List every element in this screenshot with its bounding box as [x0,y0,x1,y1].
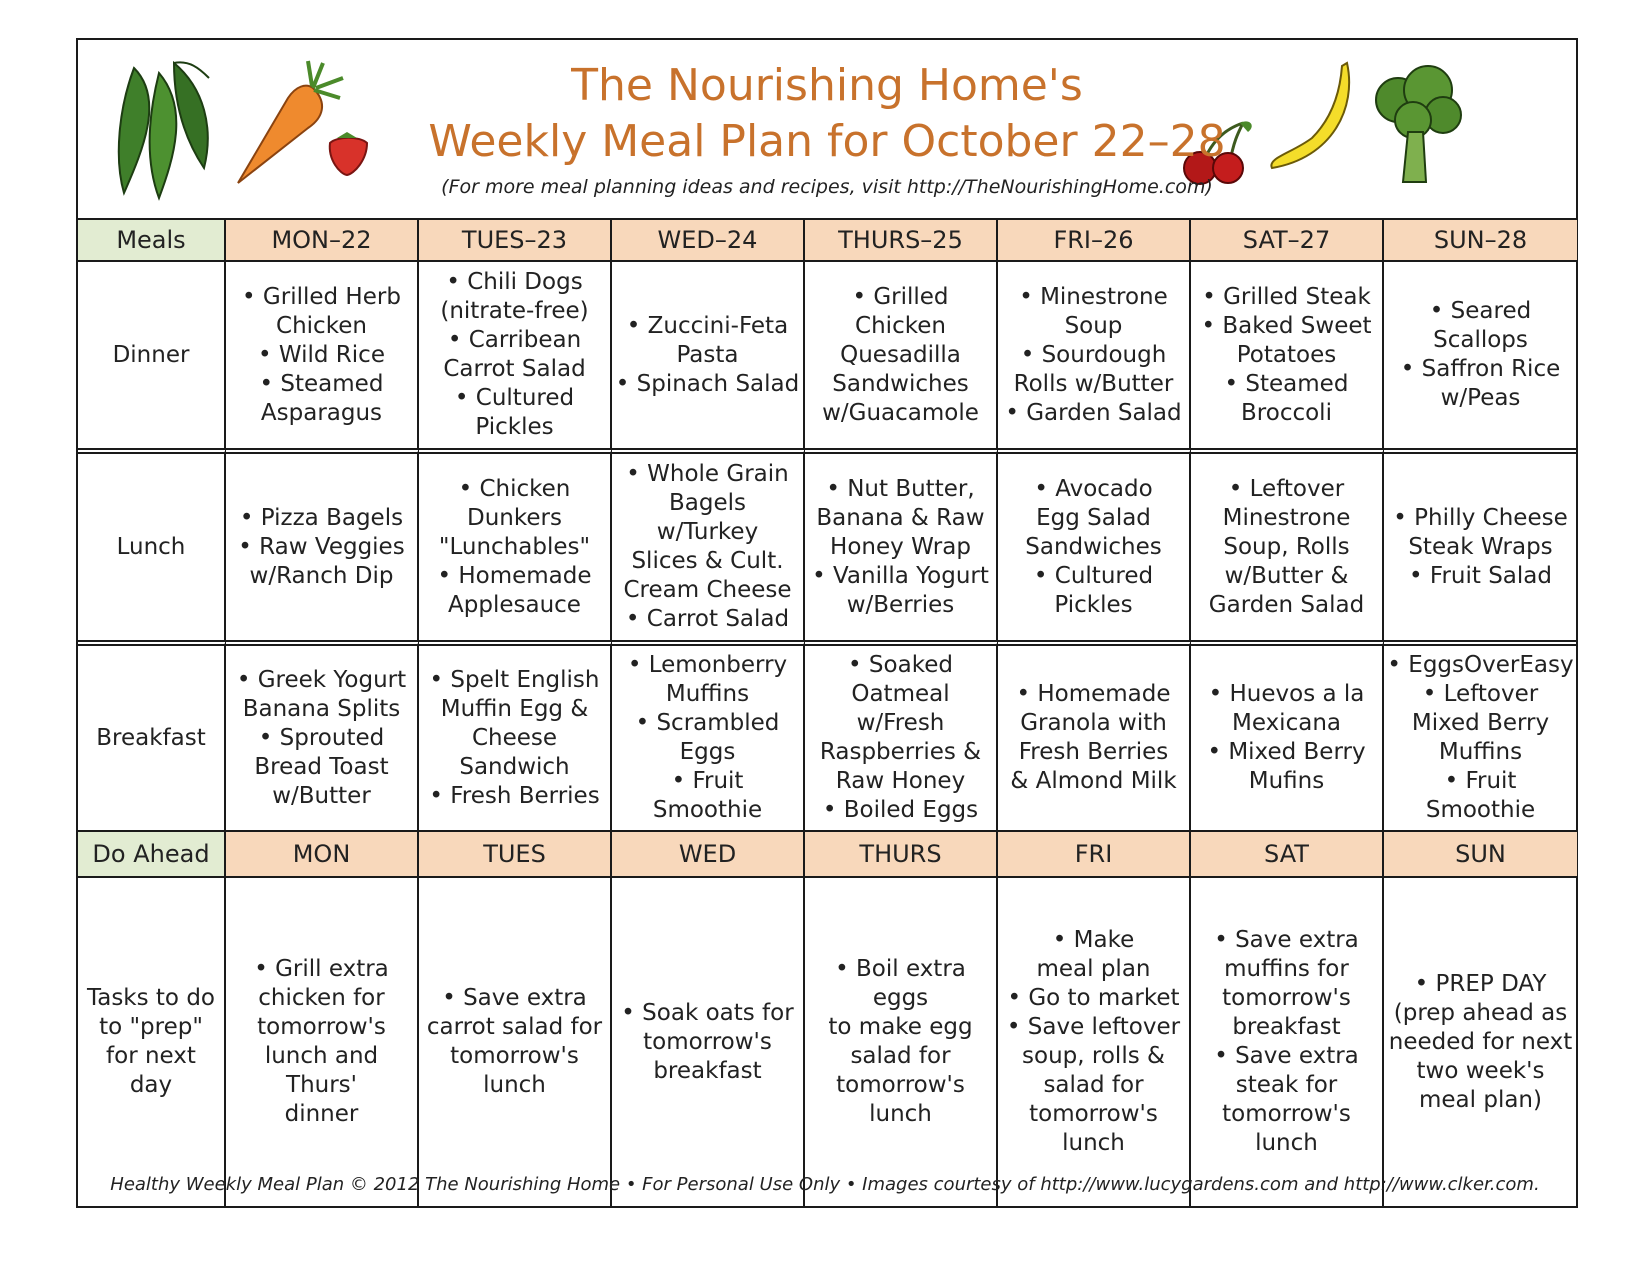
cell-line: tomorrow's [836,1072,965,1098]
title-line-2: Weekly Meal Plan for October 22–28 [428,116,1226,167]
cell-line: Slices & Cult. [631,548,784,574]
cell-line: • Save extra [1214,1043,1359,1069]
meal-cell [1384,260,1577,448]
cell-line: • Garden Salad [1005,399,1182,426]
cell-line: • Chili Dogs [446,269,583,295]
cell-line: • Whole Grain [626,461,789,487]
cell-line: (nitrate-free) [440,298,589,324]
cell-line: needed for next [1388,1028,1573,1055]
cell-line: • Greek Yogurt [236,666,407,693]
cell-line: • Fruit Smoothie [1425,768,1536,823]
cell-line: • Sourdough [1020,341,1167,368]
meal-cell [1191,448,1384,640]
meal-cell [1191,640,1384,830]
cell-line: Raspberries & [819,739,982,765]
cell-line: • Spelt English [429,666,600,693]
meal-cell [612,448,805,640]
cell-line: Mixed Berry [1411,710,1550,736]
cell-line: Chicken [855,312,946,339]
cell-line: Muffins [665,681,750,707]
cell-line: Broccoli [1241,399,1332,426]
cell-line: tomorrow's [643,1028,772,1055]
cell-line: salad for [850,1043,951,1069]
cell-line: • Grilled [852,283,949,310]
cell-line: meal plan [1036,956,1151,982]
cell-line: Rolls w/Butter [1013,370,1174,397]
meal-cell [998,260,1191,448]
cell-line: • Huevos a la [1208,681,1365,707]
subtitle: (For more meal planning ideas and recipes, visit http://TheNourishingHome.com) [441,176,1213,198]
cell-line: • Avocado [1034,475,1153,502]
cell-line: lunch and Thurs' [264,1043,379,1098]
meal-cell [1384,448,1577,640]
cell-line: breakfast [653,1057,762,1084]
day-header: FRI–26 [998,218,1191,260]
cell-line: w/Butter [272,782,371,809]
cell-line: Banana Splits [242,695,401,722]
cell-line: Soup, Rolls [1223,533,1350,560]
cell-line: • Minestrone [1019,283,1168,310]
cell-line: Mexicana [1231,710,1341,736]
cell-line: • Vanilla Yogurt [812,562,989,589]
cell-line: • Chicken [458,475,571,502]
meals-header: Meals [78,218,226,260]
cell-line: Pickles [475,414,554,440]
do-ahead-day: THURS [805,830,998,876]
cell-line: tomorrow's [1222,985,1351,1011]
cell-line: muffins for [1224,956,1349,982]
cell-line: chicken for [258,985,385,1011]
cell-line: • Leftover [1228,475,1345,502]
day-header: SAT–27 [1191,218,1384,260]
cell-line: • Grill extra [254,956,389,982]
cell-line: to make egg [828,1014,973,1040]
cell-line: Soup [1064,312,1123,339]
cell-line: • Baked Sweet [1201,312,1372,339]
do-ahead-day: WED [612,830,805,876]
cell-line: • Homemade [1016,681,1171,707]
do-ahead-header-row [78,830,1576,876]
cell-line: • Soaked [848,652,953,678]
task-cell [1191,876,1384,1206]
cell-line: • Grilled Steak [1202,283,1371,310]
cell-line: • Spinach Salad [615,370,800,397]
cell-line: lunch [1255,1130,1318,1156]
cell-line: • Steamed [259,370,384,397]
cell-line: carrot salad for [426,1014,603,1040]
cell-line: & Almond Milk [1010,768,1177,794]
cell-line: • Boiled Eggs [822,797,979,823]
do-ahead-day: SUN [1384,830,1577,876]
task-cell [805,876,998,1206]
cell-line: Muffin Egg & [440,695,589,722]
cell-line: • Steamed [1224,370,1349,397]
cell-line: Tasks to do [86,985,215,1011]
cell-line: Sandwiches [832,370,969,397]
cell-line: soup, rolls & [1022,1043,1165,1069]
cell-line: w/Ranch Dip [249,562,394,589]
day-header: WED–24 [612,218,805,260]
cell-line: • Grilled Herb [242,283,401,310]
cell-line: w/Peas [1440,385,1521,411]
cell-line: • Go to market [1007,985,1180,1011]
cell-line: w/Guacamole [822,399,979,426]
cell-line: • Saffron Rice [1400,356,1561,382]
cell-line: Lunch [116,533,186,560]
meal-cell [612,260,805,448]
task-cell [612,876,805,1206]
do-ahead-day: MON [226,830,419,876]
cell-line: "Lunchables" [438,533,591,560]
cell-line: Sandwiches [1025,533,1162,560]
task-cell [1384,876,1577,1206]
cell-line: Scallops [1433,327,1528,353]
do-ahead-day: SAT [1191,830,1384,876]
cell-line: Minestrone [1222,504,1351,531]
cell-line: Cream Cheese [623,577,792,603]
cell-line: Pasta [676,341,739,368]
cell-line: • Zuccini-Feta [626,312,789,339]
cell-line: Steak Wraps [1408,533,1553,560]
cell-line: Carrot Salad [443,356,586,382]
cell-line: Oatmeal [851,681,950,707]
cell-line: • Leftover [1422,681,1539,707]
meal-cell [1191,260,1384,448]
footer-credit: Healthy Weekly Meal Plan © 2012 The Nourishing Home • For Personal Use Only • Images courtesy of http://www.lucygardens.com and http://www.clker.com. [110,1174,1540,1195]
meal-cell [226,640,419,830]
meal-cell [805,260,998,448]
cell-line: tomorrow's [450,1043,579,1069]
cell-line: w/Berries [846,591,955,618]
cell-line: Pickles [1054,591,1133,618]
cell-line: • Cultured [1033,562,1154,589]
day-header: MON–22 [226,218,419,260]
dinner-row [78,260,1576,448]
cell-line: • Carribean [447,327,582,353]
cell-line: Mufins [1248,768,1325,794]
cell-line: Eggs [679,739,736,765]
cell-line: Bread Toast [254,753,389,780]
cell-line: lunch [869,1101,932,1127]
cell-line: • Lemonberry [627,652,788,678]
tasks-label [78,876,226,1206]
cell-line: Applesauce [448,591,581,618]
cell-line: • Cultured [454,385,575,411]
do-ahead-day: TUES [419,830,612,876]
cell-line: • Scrambled [635,710,780,736]
cell-line: • EggsOverEasy [1387,652,1574,678]
cell-line: • Seared [1429,298,1532,324]
cell-line: Egg Salad [1036,504,1151,531]
meal-label [78,260,226,448]
cell-line: • Carrot Salad [625,606,790,632]
cell-line: Granola with [1020,710,1167,736]
breakfast-row [78,640,1576,830]
cell-line: lunch [1062,1130,1125,1156]
cell-line: tomorrow's [1222,1101,1351,1127]
cell-line: • Pizza Bagels [239,504,404,531]
meal-cell [419,448,612,640]
cell-line: • Raw Veggies [238,533,405,560]
cell-line: Honey Wrap [830,533,971,560]
cell-line: steak for [1235,1072,1338,1098]
cell-line: • Philly Cheese [1393,504,1568,531]
meal-label [78,448,226,640]
cell-line: • Fruit Smoothie [652,768,763,823]
meal-plan-sheet [76,38,1578,1208]
cell-line: salad for [1043,1072,1144,1098]
cell-line: tomorrow's [257,1014,386,1040]
day-header-row [78,218,1576,260]
meal-cell [998,448,1191,640]
day-header: TUES–23 [419,218,612,260]
cell-line: w/Fresh [856,710,945,736]
cell-line: w/Butter & [1224,562,1349,589]
cell-line: Bagels w/Turkey [656,490,759,545]
cell-line: Fresh Berries [1018,739,1169,765]
do-ahead-day: FRI [998,830,1191,876]
cell-line: dinner [284,1101,359,1127]
cell-line: Raw Honey [835,768,966,794]
meal-cell [419,640,612,830]
cell-line: Quesadilla [840,341,961,368]
cell-line: • Save leftover [1006,1014,1181,1040]
cell-line: • Sprouted [258,724,385,751]
cell-line: Asparagus [260,399,383,426]
cell-line: Dunkers [467,504,562,531]
cell-line: Banana & Raw [816,504,985,531]
cell-line: for next [106,1043,196,1069]
cell-line: • Wild Rice [258,341,385,368]
cell-line: two week's [1416,1057,1545,1084]
cell-line: • Boil extra eggs [835,956,966,1011]
cell-line: Dinner [112,341,190,368]
cell-line: to "prep" [99,1014,203,1040]
cell-line: • Fruit Salad [1409,562,1552,589]
meal-cell [226,260,419,448]
cell-line: Potatoes [1236,341,1337,368]
cell-line: tomorrow's [1029,1101,1158,1127]
cell-line: breakfast [1232,1014,1341,1040]
cell-line: • Save extra [1214,927,1359,953]
cell-line: day [129,1072,173,1098]
cell-line: lunch [483,1072,546,1098]
cell-line: • Soak oats for [621,999,794,1026]
header [78,40,1576,218]
cell-line: • Save extra [442,985,587,1011]
task-cell [419,876,612,1206]
day-header: SUN–28 [1384,218,1577,260]
task-cell [226,876,419,1206]
meal-cell [805,448,998,640]
do-ahead-header: Do Ahead [78,830,226,876]
cell-line: Chicken [276,312,367,339]
cell-line: Sandwich [459,753,570,780]
cell-line: • Fresh Berries [429,782,600,809]
meal-cell [419,260,612,448]
cell-line: • Make [1052,927,1135,953]
tasks-row [78,876,1576,1206]
cell-line: • PREP DAY [1414,970,1547,997]
title-line-1: The Nourishing Home's [571,60,1083,111]
lunch-row [78,448,1576,640]
meal-cell [998,640,1191,830]
cell-line: • Nut Butter, [826,475,975,502]
cell-line: Cheese [471,724,558,751]
meal-cell [226,448,419,640]
meal-grid [78,218,1576,1208]
task-cell [998,876,1191,1206]
cell-line: (prep ahead as [1393,999,1568,1026]
meal-cell [805,640,998,830]
cell-line: Breakfast [96,724,206,751]
cell-line: meal plan) [1419,1086,1542,1113]
cell-line: • Homemade [437,562,592,589]
meal-cell [1384,640,1577,830]
cell-line: Garden Salad [1208,591,1365,618]
day-header: THURS–25 [805,218,998,260]
cell-line: Muffins [1438,739,1523,765]
meal-cell [612,640,805,830]
cell-line: • Mixed Berry [1207,739,1366,765]
meal-label [78,640,226,830]
